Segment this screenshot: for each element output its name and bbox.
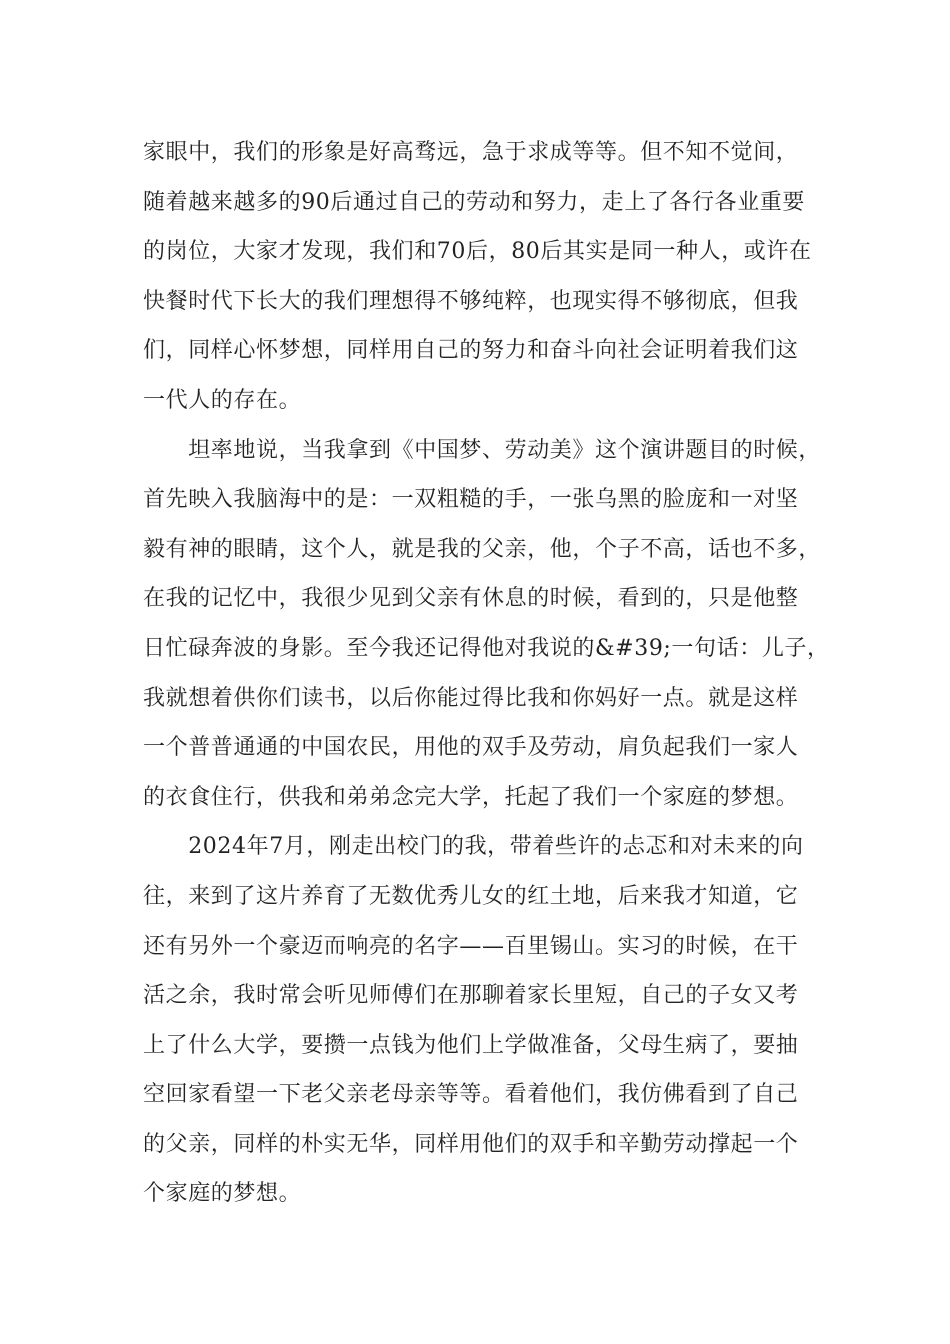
text-line: 首先映入我脑海中的是：一双粗糙的手，一张乌黑的脸庞和一对坚 bbox=[143, 487, 799, 513]
text-line: 的父亲，同样的朴实无华，同样用他们的双手和辛勤劳动撑起一个 bbox=[143, 1131, 799, 1157]
text-line: 上了什么大学，要攒一点钱为他们上学做准备，父母生病了，要抽 bbox=[143, 1032, 799, 1058]
text-line: 家眼中，我们的形象是好高骛远，急于求成等等。但不知不觉间， bbox=[143, 140, 799, 165]
text-line: 快餐时代下长大的我们理想得不够纯粹，也现实得不够彻底，但我 bbox=[143, 288, 799, 314]
text-line: 一代人的存在。 bbox=[143, 387, 302, 413]
text-line: 日忙碌奔波的身影。至今我还记得他对我说的&#39;一句话：儿子， bbox=[143, 635, 830, 661]
text-line: 2024年7月，刚走出校门的我，带着些许的忐忑和对未来的向 bbox=[143, 834, 804, 860]
text-line: 坦率地说，当我拿到《中国梦、劳动美》这个演讲题目的时候， bbox=[143, 437, 822, 463]
text-line: 个家庭的梦想。 bbox=[143, 1181, 302, 1207]
text-line: 毅有神的眼睛，这个人，就是我的父亲，他，个子不高，话也不多， bbox=[143, 536, 822, 562]
text-line: 们，同样心怀梦想，同样用自己的努力和奋斗向社会证明着我们这 bbox=[143, 338, 799, 364]
document-body bbox=[143, 128, 830, 1219]
text-line: 活之余，我时常会听见师傅们在那聊着家长里短，自己的子女又考 bbox=[143, 983, 799, 1009]
text-line: 空回家看望一下老父亲老母亲等等。看着他们，我仿佛看到了自己 bbox=[143, 1082, 799, 1108]
text-line: 随着越来越多的90后通过自己的劳动和努力，走上了各行各业重要 bbox=[143, 189, 805, 215]
text-line: 的岗位，大家才发现，我们和70后，80后其实是同一种人，或许在 bbox=[143, 239, 812, 265]
text-line: 往，来到了这片养育了无数优秀儿女的红土地，后来我才知道，它 bbox=[143, 883, 799, 909]
text-line: 在我的记忆中，我很少见到父亲有休息的时候，看到的，只是他整 bbox=[143, 586, 799, 612]
text-line: 还有另外一个豪迈而响亮的名字——百里锡山。实习的时候，在干 bbox=[143, 933, 799, 959]
text-line: 的衣食住行，供我和弟弟念完大学，托起了我们一个家庭的梦想。 bbox=[143, 784, 799, 810]
text-line: 我就想着供你们读书，以后你能过得比我和你妈好一点。就是这样 bbox=[143, 685, 799, 711]
text-line: 一个普普通通的中国农民，用他的双手及劳动，肩负起我们一家人 bbox=[143, 735, 799, 761]
